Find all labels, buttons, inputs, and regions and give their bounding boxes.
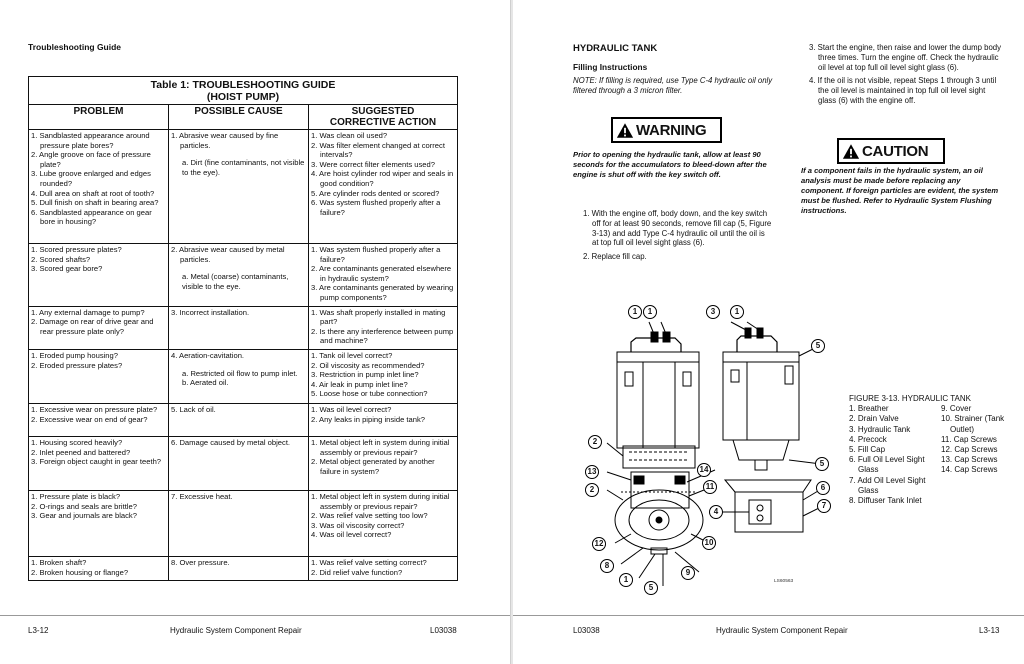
legend-column-2 — [941, 404, 1007, 506]
header-cause: POSSIBLE CAUSE — [169, 105, 309, 130]
problem-cell-item: 2. Inlet peened and battered? — [31, 447, 131, 457]
cause-cell-list — [171, 308, 306, 318]
problem-cell-item: 1. Sandblasted appearance around pressure plate bores? — [31, 131, 150, 150]
cause-cell-list — [171, 131, 306, 150]
figure-callout: 12 — [592, 537, 606, 551]
figure-callout: 1 — [628, 305, 642, 319]
legend-item: 11. Cap Screws — [941, 434, 997, 444]
footer-page-number: L3-12 — [28, 626, 49, 635]
action-cell — [309, 306, 458, 349]
legend-column-1 — [849, 404, 935, 506]
action-cell-item: 1. Tank oil level correct? — [311, 350, 393, 360]
action-cell — [309, 403, 458, 436]
action-cell-item: 1. Metal object left in system during initial assembly or previous repair? — [311, 491, 450, 511]
action-cell-list — [311, 405, 455, 424]
footer-rule — [0, 615, 510, 616]
action-cell — [309, 556, 458, 580]
hydraulic-tank-figure — [571, 296, 835, 596]
cause-subitem: b. Aerated oil. — [182, 378, 229, 388]
action-cell-item: 2. Are contaminants generated elsewhere in hydraulic system? — [311, 264, 452, 283]
problem-cell-list — [31, 245, 166, 274]
action-cell-item: 6. Was system flushed properly after a failure? — [311, 198, 441, 217]
cause-cell-list — [171, 245, 306, 264]
header-action-line2: CORRECTIVE ACTION — [329, 117, 437, 128]
footer-code: L03038 — [430, 626, 457, 635]
cause-subitem: a. Restricted oil flow to pump inlet. — [182, 368, 298, 378]
problem-cell-item: 2. Broken housing or flange? — [31, 567, 129, 577]
problem-cell-item: 2. O-rings and seals are brittle? — [31, 501, 137, 511]
step-4: 4. If the oil is not visible, repeat Steps 1 through 3 until the oil level is maintained in top full oil level sight glass (6) with the engine off. — [809, 76, 997, 105]
action-cell-list — [311, 308, 455, 346]
problem-cell — [29, 130, 169, 244]
caution-text: If a component fails in the hydraulic system, an oil analysis must be made before replacing any component. If foreign particles are evident, the system must be flushed. Refer to Hydraulic System Flushing instructions. — [801, 166, 999, 215]
problem-cell-list — [31, 308, 166, 337]
cause-subitem: a. Metal (coarse) contaminants, visible to the eye. — [182, 272, 289, 291]
figure-callout: 3 — [706, 305, 720, 319]
figure-callout: 2 — [588, 435, 602, 449]
cause-cell-item: 2. Abrasive wear caused by metal particles. — [171, 245, 285, 264]
left-page — [0, 0, 511, 664]
table-row — [29, 130, 458, 244]
problem-cell-list — [31, 131, 166, 227]
problem-cell-item: 2. Scored shafts? — [31, 254, 91, 264]
problem-cell-item: 1. Any external damage to pump? — [31, 307, 145, 317]
legend-item: 14. Cap Screws — [941, 465, 998, 475]
cause-cell-list — [171, 558, 306, 568]
problem-cell-list — [31, 405, 166, 424]
table-row — [29, 349, 458, 403]
footer-rule — [513, 615, 1024, 616]
action-cell-list — [311, 492, 455, 540]
figure-callout: 5 — [815, 457, 829, 471]
warning-icon — [616, 122, 634, 139]
step-3: 3. Start the engine, then raise and lower the dump body three times. Turn the engine off. Check the hydraulic oil level at top full oil level sight glass (6). — [809, 43, 1002, 72]
table-row — [29, 244, 458, 307]
action-cell — [309, 244, 458, 307]
action-cell-item: 3. Were correct filter elements used? — [311, 159, 435, 169]
cause-cell-list — [171, 351, 306, 361]
action-cell-list — [311, 438, 455, 476]
table-row — [29, 306, 458, 349]
problem-cell-list — [31, 438, 166, 467]
cause-cell-list — [171, 438, 306, 448]
running-head: Troubleshooting Guide — [28, 42, 122, 52]
action-cell-list — [311, 131, 455, 217]
action-cell-item: 3. Are contaminants generated by wearing pump components? — [311, 283, 454, 302]
legend-item: 9. Cover — [941, 404, 972, 414]
action-cell-list — [311, 245, 455, 303]
figure-callout: 5 — [811, 339, 825, 353]
filling-note: NOTE: If filling is required, use Type C-4 hydraulic oil only filtered through a 3 micron filter. — [573, 76, 773, 95]
right-page — [513, 0, 1024, 664]
problem-cell — [29, 490, 169, 556]
footer-title: Hydraulic System Component Repair — [716, 626, 848, 635]
problem-cell-item: 3. Scored gear bore? — [31, 264, 103, 274]
legend-item: 13. Cap Screws — [941, 455, 998, 465]
table-row — [29, 556, 458, 580]
problem-cell-item: 1. Eroded pump housing? — [31, 350, 118, 360]
action-cell — [309, 130, 458, 244]
figure-callout: 14 — [697, 463, 711, 477]
cause-cell — [169, 130, 309, 244]
problem-cell — [29, 403, 169, 436]
problem-cell-item: 6. Sandblasted appearance on gear bore in housing? — [31, 207, 152, 227]
action-cell-item: 1. Was clean oil used? — [311, 131, 388, 140]
figure-callout: 13 — [585, 465, 599, 479]
cause-cell-item: 7. Excessive heat. — [171, 491, 233, 501]
cause-cell-item: 6. Damage caused by metal object. — [171, 437, 291, 447]
legend-item: 8. Diffuser Tank Inlet — [849, 496, 922, 506]
action-cell-item: 5. Loose hose or tube connection? — [311, 389, 428, 399]
action-cell-item: 4. Was oil level correct? — [311, 530, 392, 540]
action-cell — [309, 349, 458, 403]
figure-callout: 9 — [681, 566, 695, 580]
cause-subitem: a. Dirt (fine contaminants, not visible to the eye). — [182, 158, 305, 177]
problem-cell-item: 1. Scored pressure plates? — [31, 245, 122, 254]
problem-cell-item: 3. Gear and journals are black? — [31, 511, 137, 521]
action-cell-list — [311, 351, 455, 399]
problem-cell-item: 2. Excessive wear on end of gear? — [31, 414, 148, 424]
legend-item: 4. Precock — [849, 434, 887, 444]
figure-callout: 1 — [643, 305, 657, 319]
action-cell-item: 2. Is there any interference between pump and machine? — [311, 326, 454, 346]
problem-cell-item: 1. Excessive wear on pressure plate? — [31, 404, 158, 414]
figure-callout: 6 — [816, 481, 830, 495]
cause-cell — [169, 244, 309, 307]
cause-cell — [169, 490, 309, 556]
problem-cell-item: 4. Dull area on shaft at root of tooth? — [31, 188, 155, 198]
steps-right — [809, 43, 1005, 110]
problem-cell-item: 3. Lube groove enlarged and edges rounded? — [31, 169, 151, 188]
cause-cell — [169, 436, 309, 490]
action-cell-item: 2. Metal object generated by another failure in system? — [311, 457, 435, 476]
figure-caption-block — [849, 394, 1009, 506]
cause-cell — [169, 403, 309, 436]
cause-cell-item: 3. Incorrect installation. — [171, 307, 250, 317]
figure-callout: 10 — [702, 536, 716, 550]
warning-sign — [611, 117, 722, 143]
table-body — [29, 130, 458, 581]
action-cell-item: 3. Restriction in pump inlet line? — [311, 370, 419, 380]
action-cell — [309, 436, 458, 490]
legend-item: 2. Drain Valve — [849, 414, 899, 424]
cause-cell-list — [171, 492, 306, 502]
cause-cell-list — [171, 405, 306, 415]
cause-cell — [169, 306, 309, 349]
caution-sign — [837, 138, 945, 164]
problem-cell-item: 2. Damage on rear of drive gear and rear pressure plate only? — [31, 317, 154, 336]
problem-cell — [29, 306, 169, 349]
header-action — [309, 105, 458, 130]
problem-cell-item: 2. Angle groove on face of pressure plate? — [31, 150, 151, 169]
problem-cell-list — [31, 351, 166, 370]
problem-cell — [29, 436, 169, 490]
footer-title: Hydraulic System Component Repair — [170, 626, 302, 635]
action-cell-item: 2. Oil viscosity as recommended? — [311, 360, 425, 370]
table-row — [29, 436, 458, 490]
problem-cell-list — [31, 492, 166, 521]
problem-cell-item: 1. Pressure plate is black? — [31, 491, 121, 501]
figure-callout: 7 — [817, 499, 831, 513]
cause-cell-item: 8. Over pressure. — [171, 557, 230, 567]
action-cell-item: 2. Did relief valve function? — [311, 567, 403, 577]
action-cell-item: 4. Air leak in pump inlet line? — [311, 379, 408, 389]
legend-item: 5. Fill Cap — [849, 445, 886, 455]
action-cell-item: 1. Was relief valve setting correct? — [311, 557, 427, 567]
problem-cell-item: 1. Housing scored heavily? — [31, 437, 123, 447]
figure-serial: LS60563 — [774, 579, 794, 584]
table-row — [29, 490, 458, 556]
action-cell-item: 1. Metal object left in system during initial assembly or previous repair? — [311, 437, 450, 457]
figure-callout: 1 — [730, 305, 744, 319]
action-cell-item: 3. Was oil viscosity correct? — [311, 520, 405, 530]
action-cell-item: 4. Are hoist cylinder rod wiper and seals in good condition? — [311, 169, 454, 188]
figure-legend — [849, 404, 1009, 506]
action-cell-item: 2. Any leaks in piping inside tank? — [311, 414, 425, 424]
action-cell-item: 1. Was shaft properly installed in mating part? — [311, 307, 446, 327]
legend-item: 3. Hydraulic Tank — [849, 424, 911, 434]
figure-callout: 11 — [703, 480, 717, 494]
action-cell-list — [311, 558, 455, 577]
figure-callout: 8 — [600, 559, 614, 573]
header-problem: PROBLEM — [29, 105, 169, 130]
action-cell-item: 2. Was relief valve setting too low? — [311, 511, 428, 521]
step-1: 1. With the engine off, body down, and the key switch off for at least 90 seconds, remove fill cap (5, Figure 3-13) and add Type C-4 hydraulic oil until the oil is at top full oil level sight glass (6). — [583, 209, 772, 248]
problem-cell-item: 2. Eroded pressure plates? — [31, 360, 123, 370]
warning-label: WARNING — [636, 121, 707, 139]
legend-item: 7. Add Oil Level Sight Glass — [849, 475, 926, 495]
problem-cell — [29, 244, 169, 307]
steps-left — [583, 209, 773, 266]
problem-cell-item: 1. Broken shaft? — [31, 557, 87, 567]
footer-page-number: L3-13 — [979, 626, 1000, 635]
cause-cell — [169, 556, 309, 580]
cause-cell-item: 1. Abrasive wear caused by fine particles. — [171, 131, 279, 150]
table-caption-subtitle: (HOIST PUMP) — [206, 91, 280, 103]
figure-callout: 1 — [619, 573, 633, 587]
problem-cell-list — [31, 558, 166, 577]
problem-cell — [29, 349, 169, 403]
table-caption — [29, 77, 458, 105]
action-cell-item: 1. Was system flushed properly after a failure? — [311, 245, 441, 264]
section-subheading: Filling Instructions — [573, 62, 648, 72]
cause-cell — [169, 349, 309, 403]
cause-cell-item: 5. Lack of oil. — [171, 404, 216, 414]
problem-cell — [29, 556, 169, 580]
header-action-line1: SUGGESTED — [351, 106, 415, 117]
table-caption-title: Table 1: TROUBLESHOOTING GUIDE — [150, 79, 336, 91]
action-cell-item: 5. Are cylinder rods dented or scored? — [311, 188, 440, 198]
action-cell-item: 2. Was filter element changed at correct intervals? — [311, 140, 445, 160]
action-cell — [309, 490, 458, 556]
warning-text: Prior to opening the hydraulic tank, allow at least 90 seconds for the accumulators to bleed-down after the engine is shut off with the key switch off. — [573, 150, 767, 179]
footer-code: L03038 — [573, 626, 600, 635]
problem-cell-item: 3. Foreign object caught in gear teeth? — [31, 457, 162, 467]
action-cell-item: 1. Was oil level correct? — [311, 404, 392, 414]
caution-icon — [842, 143, 860, 160]
section-heading: HYDRAULIC TANK — [573, 43, 658, 54]
legend-item: 12. Cap Screws — [941, 445, 998, 455]
legend-item: 10. Strainer (Tank Outlet) — [941, 414, 1005, 434]
legend-item: 1. Breather — [849, 404, 889, 414]
figure-callout: 5 — [644, 581, 658, 595]
figure-caption: FIGURE 3-13. HYDRAULIC TANK — [849, 394, 971, 403]
step-2: 2. Replace fill cap. — [583, 252, 647, 262]
troubleshooting-table — [28, 76, 458, 581]
problem-cell-item: 5. Dull finish on shaft in bearing area? — [31, 198, 159, 208]
cause-cell-item: 4. Aeration-cavitation. — [171, 350, 245, 360]
caution-label: CAUTION — [862, 142, 929, 160]
legend-item: 6. Full Oil Level Sight Glass — [849, 455, 925, 475]
figure-callout: 4 — [709, 505, 723, 519]
figure-callout: 2 — [585, 483, 599, 497]
table-row — [29, 403, 458, 436]
